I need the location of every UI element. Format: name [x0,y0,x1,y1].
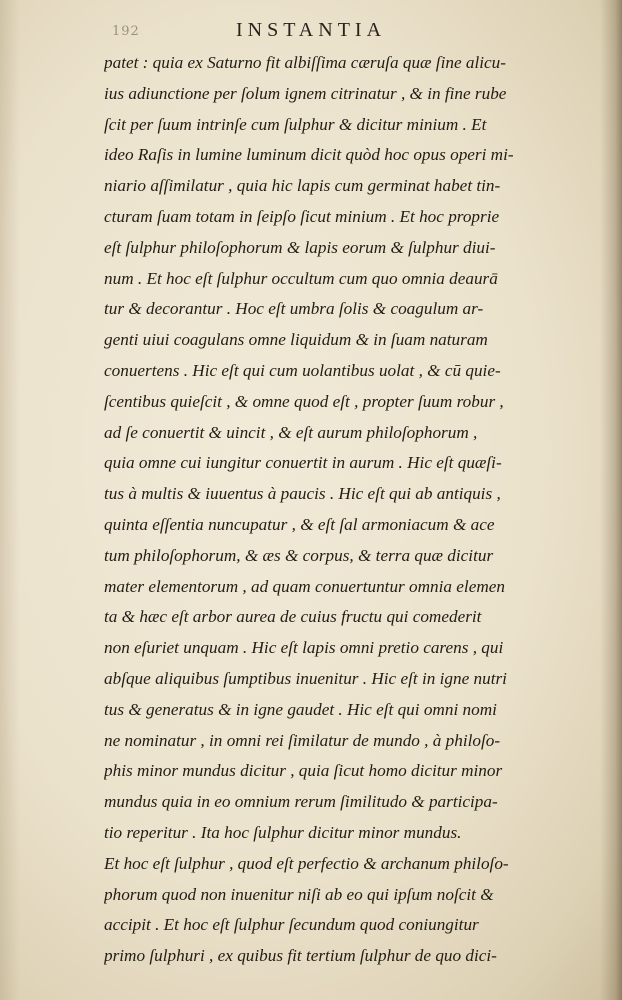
text-line: niario aſſimilatur , quia hic lapis cum germinat habet tin- [104,176,501,196]
text-line: Et hoc eſt ſulphur , quod eſt perfectio & archanum philoſo- [104,853,509,873]
running-title: INSTANTIA [235,19,387,41]
text-line: conuertens . Hic eſt qui cum uolantibus uolat , & cū quie- [104,360,501,380]
text-line: ad ſe conuertit & uincit , & eſt aurum philoſophorum , [104,422,478,442]
text-line: num . Et hoc eſt ſulphur occultum cum quo omnia deaurā [104,268,498,288]
text-line: ta & hæc eſt arbor aurea de cuius fructu qui comederit [104,607,482,627]
page-number: 192 [112,24,140,39]
text-line: patet : quia ex Saturno fit albiſſima cæruſa quæ ſine alicu- [104,53,506,72]
text-line: cturam ſuam totam in ſeipſo ſicut minium . Et hoc proprie [104,206,500,226]
text-line: quia omne cui iungitur conuertit in aurum . Hic eſt quæſi- [104,453,502,473]
text-line: ne nominatur , in omni rei ſimilatur de mundo , à philoſo- [104,730,501,750]
text-line: mundus quia in eo omnium rerum ſimilitudo & participa- [104,792,498,812]
text-line: abſque aliquibus ſumptibus inuenitur . Hic eſt in igne nutri [104,668,507,688]
text-line: quinta eſſentia nuncupatur , & eſt ſal armoniacum & ace [104,514,495,534]
text-line: tur & decorantur . Hoc eſt umbra ſolis & coagulum ar- [104,299,484,319]
text-line: tus & generatus & in igne gaudet . Hic eſt qui omni nomi [104,699,497,719]
page-header [0,16,622,46]
text-line: ius adiunctione per ſolum ignem citrinatur , & in fine rube [104,83,507,103]
text-line: accipit . Et hoc eſt ſulphur ſecundum quod coniungitur [104,915,479,935]
text-line: phis minor mundus dicitur , quia ſicut homo dicitur minor [104,761,503,781]
text-line: mater elementorum , ad quam conuertuntur omnia elemen [104,576,505,596]
text-line: phorum quod non inuenitur niſi ab eo qui ipſum noſcit & [104,884,494,904]
text-line: tio reperitur . Ita hoc ſulphur dicitur minor mundus. [104,822,462,842]
text-line: ſcit per ſuum intrinſe cum ſulphur & dicitur minium . Et [104,114,487,134]
text-line: ſcentibus quieſcit , & omne quod eſt , propter ſuum robur , [104,391,504,411]
text-line: tus à multis & iuuentus à paucis . Hic eſt qui ab antiquis , [104,484,501,504]
text-line: tum philoſophorum, & æs & corpus, & terra quæ dicitur [104,545,494,565]
text-line: non eſuriet unquam . Hic eſt lapis omni pretio carens , qui [104,638,504,658]
text-line: eſt ſulphur philoſophorum & lapis eorum & ſulphur diui- [104,237,496,257]
body-text [104,48,600,972]
text-line: genti uiui coagulans omne liquidum & in ſuam naturam [104,330,488,350]
text-line: primo ſulphuri , ex quibus fit tertium ſulphur de quo dici- [104,946,497,966]
text-line: ideo Raſis in lumine luminum dicit quòd hoc opus operi mi- [104,145,514,165]
